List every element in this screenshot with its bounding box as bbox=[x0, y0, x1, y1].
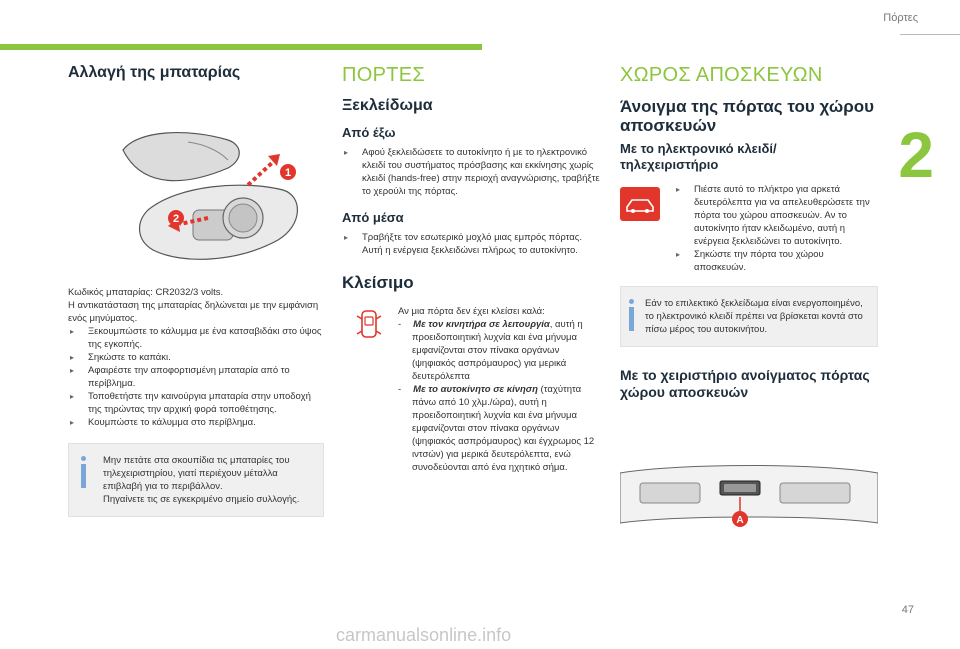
battery-steps bbox=[68, 325, 326, 429]
figure-marker-2: 2 bbox=[172, 213, 180, 225]
note-text: Εάν το επιλεκτικό ξεκλείδωμα είναι ενεργοποιημένο, το ηλεκτρονικό κλειδί πρέπει να βρίσκεται κοντά στο πίσω μέρος του αυτοκινήτου. bbox=[645, 298, 863, 335]
lock-case-moving: - Με το αυτοκίνητο σε κίνηση (ταχύτητα πάνω από 10 χλμ./ώρα), αυτή η προειδοποιητική λυχνία και ένα μήνυμα εμφανίζονται στον πίνακα οργάνων (ψηφιακός ασπρόμαυρος) και έγχρωμος 12 ιντσών) για μερικά δευτερόλεπτα, ενώ συνοδεύονται από ένα ηχητικό σήμα. bbox=[398, 384, 595, 473]
list-item: ▸ Κουμπώστε το κάλυμμα στο περίβλημα. bbox=[68, 416, 326, 429]
boot-release-button-icon bbox=[620, 187, 660, 221]
info-icon bbox=[81, 456, 86, 490]
door-warning-block bbox=[342, 305, 602, 474]
figure-marker-1: 1 bbox=[284, 167, 292, 179]
page-number: 47 bbox=[901, 604, 914, 616]
battery-info-note bbox=[68, 443, 324, 517]
list-item: ▸ Πιέστε αυτό το πλήκτρο για αρκετά δευτερόλεπτα για να απελευθερώσετε την πόρτα του χώρου αποσκευών. Αν το αυτοκίνητο ήταν κλειδωμένο, αυτή η ενέργεια ξεκλειδώνει το αυτοκίνητο. bbox=[674, 183, 878, 248]
info-icon bbox=[629, 299, 634, 333]
battery-title: Αλλαγή της μπαταρίας bbox=[68, 64, 241, 81]
door-open-warning-icon bbox=[356, 309, 382, 339]
list-item: ▸ Τραβήξτε τον εσωτερικό μοχλό μιας εμπρός πόρτας. Αυτή η ενέργεια ξεκλειδώνει πλήρως το αυτοκίνητο. bbox=[342, 231, 602, 257]
lock-case-engine: - Με τον κινητήρα σε λειτουργία, αυτή η προειδοποιητική λυχνία και ένα μήνυμα εμφανίζονται στον πίνακα οργάνων (ψηφιακός ασπρόμαυρος) για μερικά δευτερόλεπτα bbox=[398, 319, 583, 382]
header-rule bbox=[900, 34, 960, 35]
list-item: ▸ Σηκώστε το καπάκι. bbox=[68, 351, 326, 364]
note-text: Μην πετάτε στα σκουπίδια τις μπαταρίες του τηλεχειριστηρίου, γιατί περιέχουν μέταλλα επιβλαβή για το περιβάλλον. bbox=[103, 455, 290, 492]
unlock-title: Ξεκλείδωμα bbox=[342, 97, 433, 114]
battery-notice: Η αντικατάσταση της μπαταρίας δηλώνεται με την εμφάνιση ενός μηνύματος. bbox=[68, 300, 319, 324]
list-item: ▸ Τοποθετήστε την καινούργια μπαταρία στην υποδοχή της τηρώντας την αρχική φορά τοποθέτησης. bbox=[68, 390, 326, 416]
key-fob-figure bbox=[68, 90, 326, 286]
section-boot: ΧΩΡΟΣ ΑΠΟΣΚΕΥΩΝ bbox=[620, 64, 823, 86]
list-item: ▸ Αφού ξεκλειδώσετε το αυτοκίνητο ή με το ηλεκτρονικό κλειδί του συστήματος πρόσβασης και εκκίνησης χωρίς κλειδί (hands-free) στην περιοχή αναγνώρισης, τραβήξτε το χερούλι της πόρτας. bbox=[342, 146, 602, 198]
running-header: Πόρτες bbox=[883, 12, 918, 24]
handle-title: Με το χειριστήριο ανοίγματος πόρτας χώρου αποσκευών bbox=[620, 367, 870, 400]
boot-handle-figure bbox=[620, 453, 878, 551]
list-item: ▸ Αφαιρέστε την αποφορτισμένη μπαταρία από το περίβλημα. bbox=[68, 364, 326, 390]
lock-intro: Αν μια πόρτα δεν έχει κλείσει καλά: bbox=[398, 306, 545, 317]
open-boot-title: Άνοιγμα της πόρτας του χώρου αποσκευών bbox=[620, 97, 875, 135]
doors-column bbox=[342, 64, 602, 474]
figure-marker-a: A bbox=[736, 515, 744, 526]
outside-title: Από έξω bbox=[342, 125, 396, 140]
selective-unlock-note bbox=[620, 286, 878, 347]
lock-title: Κλείσιμο bbox=[342, 273, 414, 292]
battery-code: Κωδικός μπαταρίας: CR2032/3 volts. bbox=[68, 287, 224, 298]
boot-column bbox=[620, 64, 878, 551]
inside-title: Από μέσα bbox=[342, 210, 404, 225]
watermark: carmanualsonline.info bbox=[336, 625, 512, 645]
note-text: Πηγαίνετε τις σε εγκεκριμένο σημείο συλλογής. bbox=[103, 494, 300, 505]
chapter-number: 2 bbox=[898, 119, 934, 191]
remote-title: Με το ηλεκτρονικό κλειδί/ τηλεχειριστήριο bbox=[620, 141, 777, 172]
accent-bar bbox=[0, 44, 482, 50]
battery-column bbox=[68, 64, 326, 517]
section-doors: ΠΟΡΤΕΣ bbox=[342, 64, 426, 86]
list-item: ▸ Σηκώστε την πόρτα του χώρου αποσκευών. bbox=[674, 248, 878, 274]
list-item: ▸ Ξεκουμπώστε το κάλυμμα με ένα κατσαβιδάκι στο ύψος της εγκοπής. bbox=[68, 325, 326, 351]
